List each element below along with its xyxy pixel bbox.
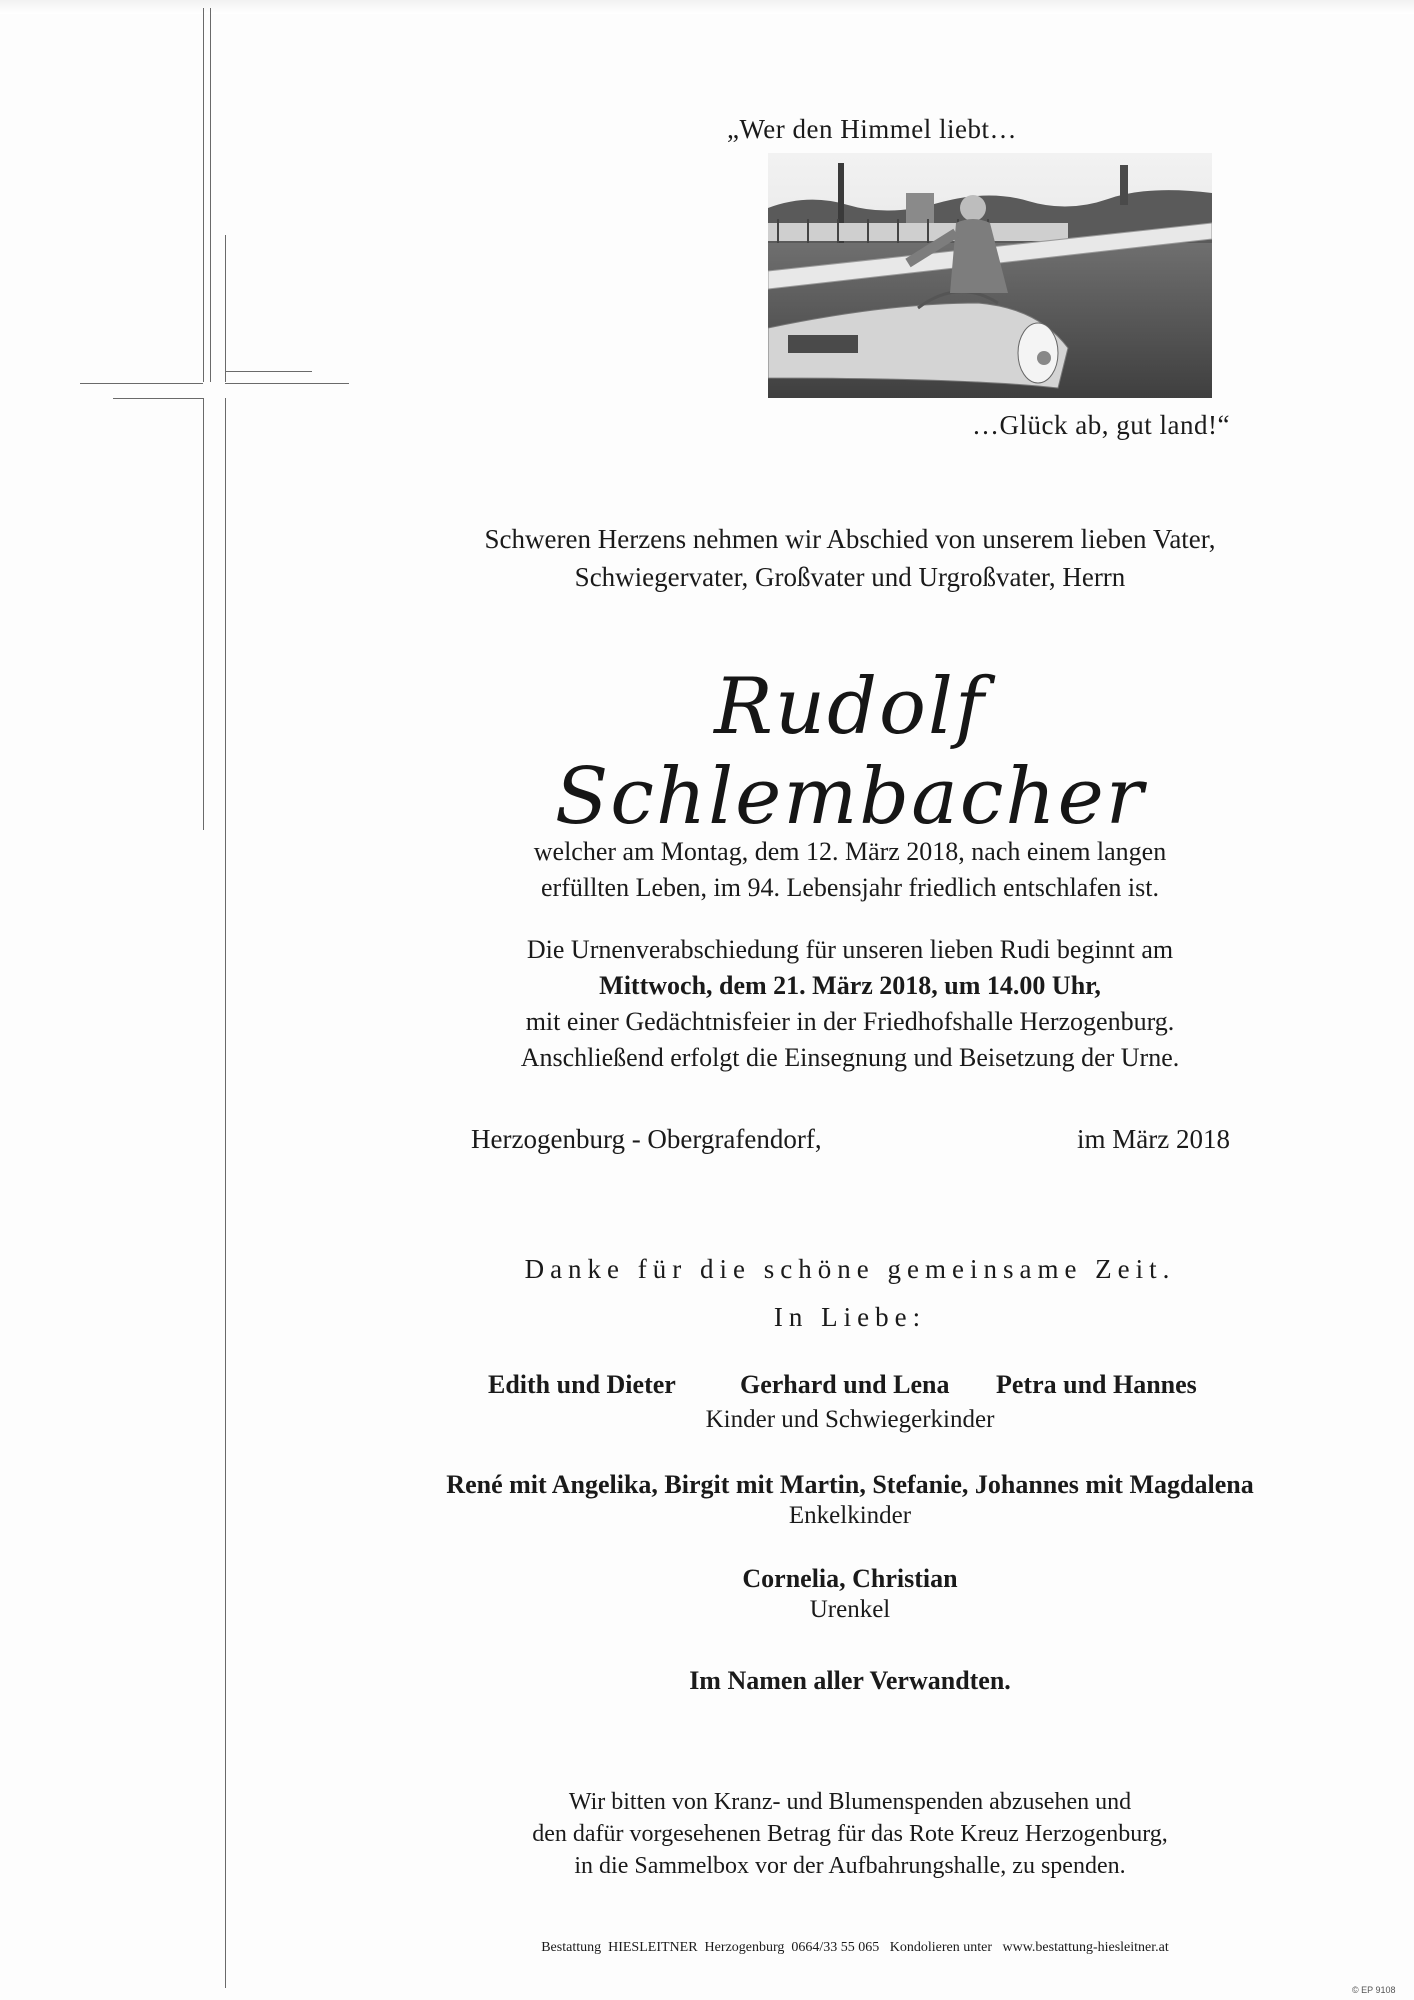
thanks-line: Danke für die schöne gemeinsame Zeit. xyxy=(524,1254,1176,1284)
children-name: Gerhard und Lena xyxy=(740,1370,950,1399)
intro-line: Schwiegervater, Großvater und Urgroßvater, Herrn xyxy=(574,562,1126,592)
ceremony-line: mit einer Gedächtnisfeier in der Friedhofshalle Herzogenburg. xyxy=(525,1007,1175,1036)
children-name: Petra und Hannes xyxy=(996,1370,1197,1399)
quote-opening: „Wer den Himmel liebt… xyxy=(727,114,1017,144)
request-line: den dafür vorgesehenen Betrag für das Rote Kreuz Herzogenburg, xyxy=(532,1821,1168,1847)
children-caption: Kinder und Schwiegerkinder xyxy=(705,1406,995,1433)
ceremony-line: Anschließend erfolgt die Einsegnung und Beisetzung der Urne. xyxy=(520,1043,1180,1072)
intro-text xyxy=(430,520,1270,596)
intro-line: Schweren Herzens nehmen wir Abschied von unserem lieben Vater, xyxy=(484,524,1216,554)
print-code: © EP 9108 xyxy=(1352,1985,1396,1995)
children-name: Edith und Dieter xyxy=(488,1370,676,1399)
great-grandchildren-names: Cornelia, Christian xyxy=(742,1564,958,1593)
death-line: erfüllten Leben, im 94. Lebensjahr friedlich entschlafen ist. xyxy=(541,873,1159,902)
grandchildren-names: René mit Angelika, Birgit mit Martin, Stefanie, Johannes mit Magdalena xyxy=(446,1470,1254,1499)
glider-photo-illustration xyxy=(768,153,1212,398)
place: Herzogenburg - Obergrafendorf, xyxy=(471,1124,822,1154)
ceremony-date-time: Mittwoch, dem 21. März 2018, um 14.00 Uhr, xyxy=(599,971,1101,1000)
donation-request xyxy=(430,1786,1270,1882)
glider-photo xyxy=(768,153,1212,398)
request-line: Wir bitten von Kranz- und Blumenspenden abzusehen und xyxy=(568,1789,1132,1815)
notice-date: im März 2018 xyxy=(1077,1124,1230,1154)
scan-edge-shadow xyxy=(0,0,1414,14)
funeral-home-footer: Bestattung HIESLEITNER Herzogenburg 0664/33 55 065 Kondolieren unter www.bestattung-hiesleitner.at xyxy=(541,1940,1169,1955)
deceased-name: Rudolf Schlembacher xyxy=(554,662,1146,842)
grandchildren-caption: Enkelkinder xyxy=(788,1502,912,1529)
all-relatives-line: Im Namen aller Verwandten. xyxy=(689,1666,1011,1695)
request-line: in die Sammelbox vor der Aufbahrungshalle, zu spenden. xyxy=(574,1853,1126,1879)
death-line: welcher am Montag, dem 12. März 2018, nach einem langen xyxy=(533,837,1167,866)
ceremony-line: Die Urnenverabschiedung für unseren lieben Rudi beginnt am xyxy=(526,935,1174,964)
death-notice xyxy=(430,834,1270,906)
ceremony-details xyxy=(430,932,1270,1076)
great-grandchildren-caption: Urenkel xyxy=(809,1596,891,1623)
quote-closing: …Glück ab, gut land!“ xyxy=(972,410,1230,440)
in-love-line: In Liebe: xyxy=(773,1302,927,1332)
